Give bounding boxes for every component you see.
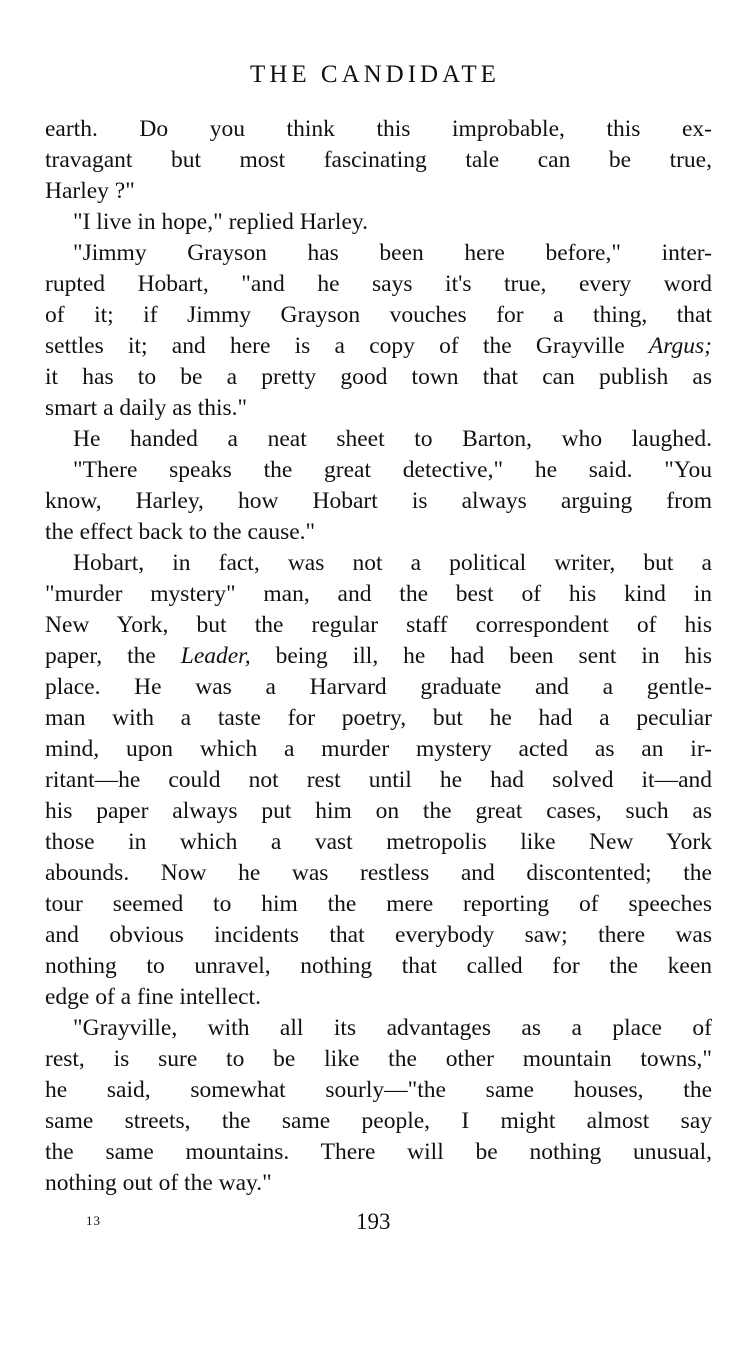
text-segment: paper, the bbox=[45, 643, 181, 669]
text-line: of it; if Jimmy Grayson vouches for a thing, that bbox=[45, 302, 712, 328]
text-line: tour seemed to him the mere reporting of speeches bbox=[45, 891, 712, 917]
text-line: those in which a vast metropolis like New York bbox=[45, 829, 712, 855]
text-line: He handed a neat sheet to Barton, who laughed. bbox=[73, 426, 712, 452]
text-line: "Jimmy Grayson has been here before," inter- bbox=[73, 240, 712, 266]
text-line: travagant but most fascinating tale can be true, bbox=[45, 147, 712, 173]
text-line: he said, somewhat sourly—"the same houses, the bbox=[45, 1077, 712, 1103]
text-line: earth. Do you think this improbable, this ex- bbox=[45, 116, 712, 142]
text-line: know, Harley, how Hobart is always arguing from bbox=[45, 488, 712, 514]
text-line: mind, upon which a murder mystery acted as an ir- bbox=[45, 736, 712, 762]
text-line: his paper always put him on the great cases, such as bbox=[45, 798, 712, 824]
running-header: THE CANDIDATE bbox=[250, 61, 500, 88]
text-line: edge of a fine intellect. bbox=[45, 984, 261, 1010]
italic-title-argus: Argus; bbox=[648, 333, 712, 359]
page-footer bbox=[0, 1209, 750, 1239]
text-line: "There speaks the great detective," he said. "You bbox=[73, 457, 712, 483]
text-line: the same mountains. There will be nothing unusual, bbox=[45, 1139, 712, 1165]
text-line bbox=[45, 641, 712, 672]
text-line: same streets, the same people, I might almost say bbox=[45, 1108, 712, 1134]
text-line bbox=[45, 331, 712, 362]
page-number: 193 bbox=[356, 1209, 391, 1234]
text-line: abounds. Now he was restless and discontented; the bbox=[45, 860, 712, 886]
text-segment: settles it; and here is a copy of the Grayville bbox=[45, 333, 649, 359]
text-line: "Grayville, with all its advantages as a place of bbox=[73, 1015, 712, 1041]
text-line: the effect back to the cause." bbox=[45, 519, 316, 545]
italic-title-leader: Leader, bbox=[180, 643, 251, 669]
text-line: man with a taste for poetry, but he had a peculiar bbox=[45, 705, 712, 731]
text-line: Harley ?" bbox=[45, 178, 135, 204]
text-line: it has to be a pretty good town that can publish as bbox=[45, 364, 712, 390]
text-line: "murder mystery" man, and the best of his kind in bbox=[45, 581, 712, 607]
text-line: smart a daily as this." bbox=[45, 395, 248, 421]
body-text bbox=[45, 114, 712, 1199]
text-line: place. He was a Harvard graduate and a gentle- bbox=[45, 674, 712, 700]
signature-mark: 13 bbox=[86, 1213, 101, 1228]
text-line: rest, is sure to be like the other mountain towns," bbox=[45, 1046, 712, 1072]
text-line: "I live in hope," replied Harley. bbox=[73, 209, 368, 235]
text-line: Hobart, in fact, was not a political writer, but a bbox=[73, 550, 712, 576]
text-line: and obvious incidents that everybody saw; there was bbox=[45, 922, 712, 948]
text-segment: being ill, he had been sent in his bbox=[250, 643, 712, 669]
text-line: ritant—he could not rest until he had solved it—and bbox=[45, 767, 712, 793]
text-line: nothing out of the way." bbox=[45, 1170, 272, 1196]
text-line: New York, but the regular staff correspondent of his bbox=[45, 612, 712, 638]
text-line: rupted Hobart, "and he says it's true, every word bbox=[45, 271, 712, 297]
text-line: nothing to unravel, nothing that called for the keen bbox=[45, 953, 712, 979]
